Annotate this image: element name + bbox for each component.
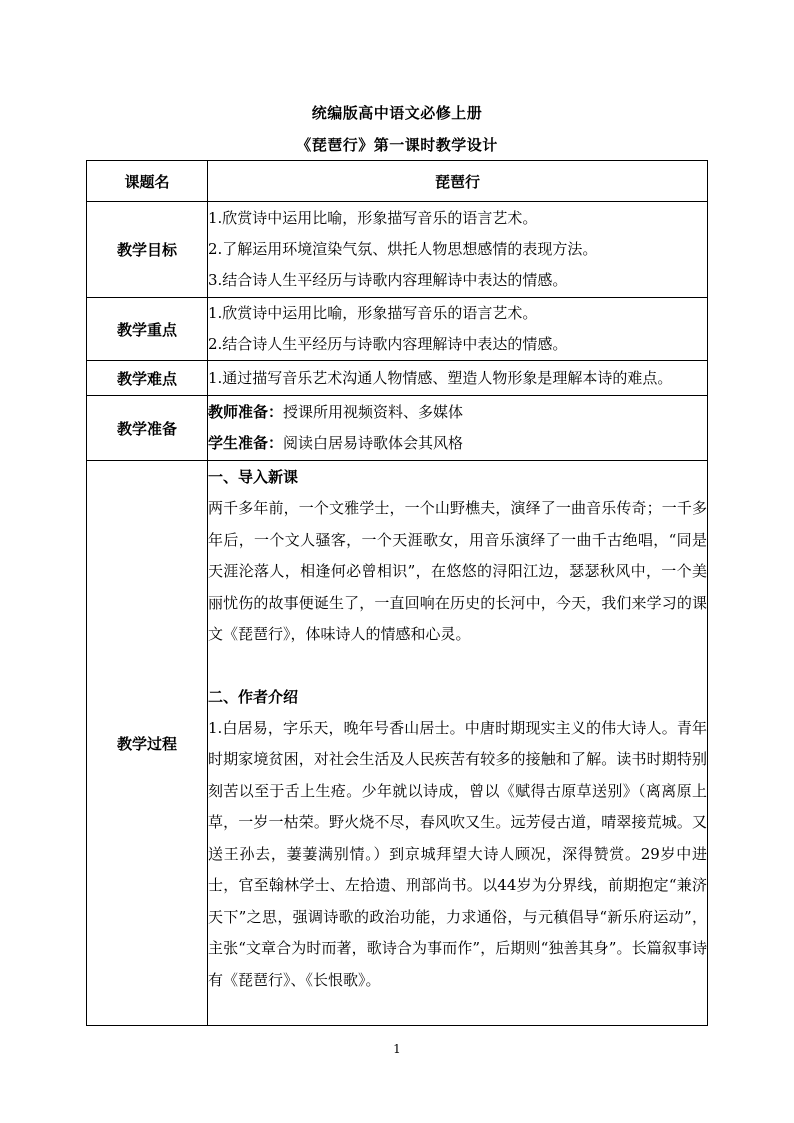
section-title: 一、导入新课 [208, 468, 299, 486]
teacher-prep-text: 授课所用视频资料、多媒体 [283, 403, 464, 421]
topic-label: 课题名 [87, 161, 208, 202]
key-point-item: 1.欣赏诗中运用比喻，形象描写音乐的语言艺术。 [208, 304, 538, 322]
table-row-topic [87, 161, 708, 202]
table-row-preparation [87, 396, 708, 461]
teacher-prep-label: 教师准备： [208, 403, 284, 421]
page-number: 1 [393, 1042, 401, 1056]
document-title: 统编版高中语文必修上册 [311, 104, 483, 122]
difficulty-text: 1.通过描写音乐艺术沟通人物情感、塑造人物形象是理解本诗的难点。 [208, 368, 673, 387]
student-prep-label: 学生准备： [208, 434, 284, 452]
key-point-item: 2.结合诗人生平经历与诗歌内容理解诗中表达的情感。 [208, 335, 568, 353]
goal-item: 3.结合诗人生平经历与诗歌内容理解诗中表达的情感。 [208, 271, 568, 289]
preparation-label: 教学准备 [87, 396, 208, 461]
document-subtitle: 《琵琶行》第一课时教学设计 [296, 136, 498, 154]
process-cell [208, 461, 708, 1026]
difficulty-cell [208, 361, 708, 396]
topic-value: 琵琶行 [208, 161, 708, 202]
goal-item: 1.欣赏诗中运用比喻，形象描写音乐的语言艺术。 [208, 209, 538, 227]
author-paragraph: 1.白居易，字乐天，晚年号香山居士。中唐时期现实主义的伟大诗人。青年时期家境贫困，对社会生活及人民疾苦有较多的接触和了解。读书时期特别刻苦以至于舌上生疮。少年就以诗成，曾以《赋得古原草送别》（离离原上草，一岁一枯荣。野火烧不尽，春风吹又生。远芳侵古道，晴翠接荒城。又送王孙去，萋萋满别情。）到京城拜望大诗人顾况，深得赞赏。29岁中进士，官至翰林学士、左拾遗、刑部尚书。以44岁为分界线，前期抱定“兼济天下”之思，强调诗歌的政治功能，力求通俗，与元稹倡导“新乐府运动”，主张“文章合为时而著，歌诗合为事而作”，后期则“独善其身”。长篇叙事诗有《琵琶行》、《长恨歌》。 [208, 718, 707, 989]
student-prep-line [208, 428, 707, 459]
preparation-cell [208, 396, 708, 461]
goals-cell [208, 202, 708, 298]
teacher-prep-line [208, 397, 707, 428]
difficulty-label: 教学难点 [87, 361, 208, 396]
table-row-key-points [87, 298, 708, 361]
section-title: 二、作者介绍 [208, 687, 299, 706]
paragraph-spacer [208, 651, 707, 682]
student-prep-text: 阅读白居易诗歌体会其风格 [283, 434, 464, 452]
intro-paragraph: 两千多年前，一个文雅学士，一个山野樵夫，演绎了一曲音乐传奇；一千多年后，一个文人骚客，一个天涯歌女，用音乐演绎了一曲千古绝唱，“同是天涯沦落人，相逢何必曾相识”，在悠悠的浔阳江边，瑟瑟秋风中，一个美丽忧伤的故事便诞生了，一直回响在历史的长河中，今天，我们来学习的课文《琵琶行》，体味诗人的情感和心灵。 [208, 499, 707, 643]
process-label: 教学过程 [87, 461, 208, 1026]
key-points-cell [208, 298, 708, 361]
lesson-plan-table [86, 160, 708, 1026]
goal-item: 2.了解运用环境渲染气氛、烘托人物思想感情的表现方法。 [208, 240, 598, 258]
table-row-goals [87, 202, 708, 298]
key-points-label: 教学重点 [87, 298, 208, 361]
table-row-difficulty [87, 361, 708, 396]
table-row-process [87, 461, 708, 1026]
goals-label: 教学目标 [87, 202, 208, 298]
